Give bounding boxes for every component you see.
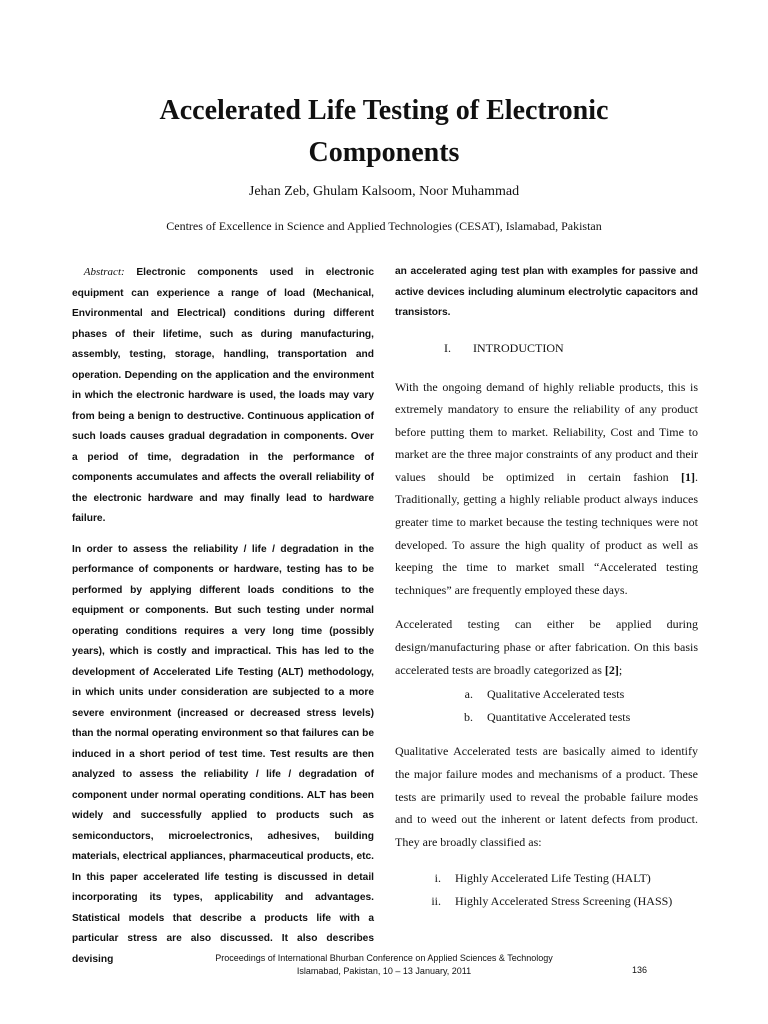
intro-p2-text: Accelerated testing can either be applied during design/manufacturing phase or after fabrication. On this basis accelerated tests are broadly categorized as — [395, 617, 698, 677]
list-marker: ii. — [431, 893, 441, 908]
list-item — [395, 683, 698, 706]
right-column — [395, 262, 698, 915]
left-column — [72, 262, 374, 970]
abstract-paragraph — [72, 262, 374, 530]
affiliation: Centres of Excellence in Science and Applied Technologies (CESAT), Islamabad, Pakistan — [166, 219, 602, 233]
intro-paragraph-3: Qualitative Accelerated tests are basically aimed to identify the major failure modes and mechanisms of a product. These tests are primarily used to reveal the probable failure modes and to weed out the inherent or latent defects from product. They are broadly classified as: — [395, 744, 698, 849]
intro-paragraph-1 — [395, 376, 698, 602]
list-item — [395, 867, 698, 890]
title-line-1: Accelerated Life Testing of Electronic — [159, 95, 609, 126]
abstract-label: Abstract: — [83, 266, 125, 278]
abstract-continuation: an accelerated aging test plan with examples for passive and active devices including aluminum electrolytic capacitors and transistors. — [395, 266, 698, 318]
classification-list — [395, 867, 698, 912]
footer-location-date: Islamabad, Pakistan, 10 – 13 January, 2011 — [296, 966, 472, 976]
category-list — [395, 683, 698, 728]
authors: Jehan Zeb, Ghulam Kalsoom, Noor Muhammad — [248, 184, 520, 199]
section-heading-introduction — [395, 338, 698, 358]
footer-proceedings: Proceedings of International Bhurban Conference on Applied Sciences & Technology — [215, 953, 553, 963]
intro-paragraph-2 — [395, 613, 698, 681]
paper-title — [80, 90, 688, 174]
abstract-text: Electronic components used in electronic equipment can experience a range of load (Mechanical, Environmental and Electrical) conditions during different phases of their lifetime, such as during manufacturing, assembly, testing, storage, handling, transportation and operation. Depending on the application and the environment in which the electronic hardware is used, the loads may vary from being a benign to destructive. Continuous application of such loads causes gradual degradation in components. Over a period of time, degradation in the performance of components accumulates and affects the overall reliability of the electronic hardware and may finally lead to hardware failure. — [72, 267, 374, 524]
citation-2: [2] — [604, 662, 619, 677]
list-item-text: Highly Accelerated Stress Screening (HASS) — [455, 893, 673, 908]
list-item-text: Qualitative Accelerated tests — [487, 687, 625, 702]
abstract-paragraph-2: In order to assess the reliability / life / degradation in the performance of components or hardware, testing has to be performed by applying different loads conditions to the equipment or components. But such testing under normal operating conditions requires a very long time (possibly years), which is costly and impractical. This has led to the development of Accelerated Life Testing (ALT) methodology, in which units under consideration are subjected to a more severe environment (increased or decreased stress levels) than the normal operating environment so that failures can be induced in a short period of test time. Test results are then analyzed to assess the reliability / life / degradation of component under normal operating conditions. ALT has been widely and successfully applied to products such as semiconductors, microelectronics, adhesives, building materials, electrical appliances, pharmaceutical products, etc. In this paper accelerated life testing is discussed in detail incorporating its types, applicability and advantages. Statistical models that describe a products life with a particular stress are also discussed. It also describes devising — [72, 543, 374, 965]
list-item-text: Highly Accelerated Life Testing (HALT) — [455, 871, 651, 886]
page-number: 136 — [632, 965, 648, 975]
list-marker: b. — [464, 709, 473, 724]
list-marker: a. — [464, 687, 473, 702]
list-item — [395, 890, 698, 913]
section-title: INTRODUCTION — [473, 340, 564, 355]
section-number: I. — [444, 340, 451, 355]
list-marker: i. — [434, 871, 441, 886]
citation-1: [1] — [681, 469, 695, 484]
page-footer — [0, 952, 768, 978]
intro-p2-end: ; — [618, 662, 623, 677]
list-item-text: Quantitative Accelerated tests — [487, 709, 631, 724]
intro-p1-text: With the ongoing demand of highly reliable products, this is extremely mandatory to ensure the reliability of any product before putting them to market. Reliability, Cost and Time to market are the three major constraints of any product and their values should be optimized in certain fashion — [395, 379, 698, 484]
list-item — [395, 706, 698, 729]
intro-p1-text-cont: . Traditionally, getting a highly reliable product always induces greater time to market because the testing techniques were not developed. To assure the high quality of product as well as keeping the time to market small “Accelerated testing techniques” are frequently employed these days. — [395, 469, 698, 597]
title-line-2: Components — [308, 137, 460, 168]
